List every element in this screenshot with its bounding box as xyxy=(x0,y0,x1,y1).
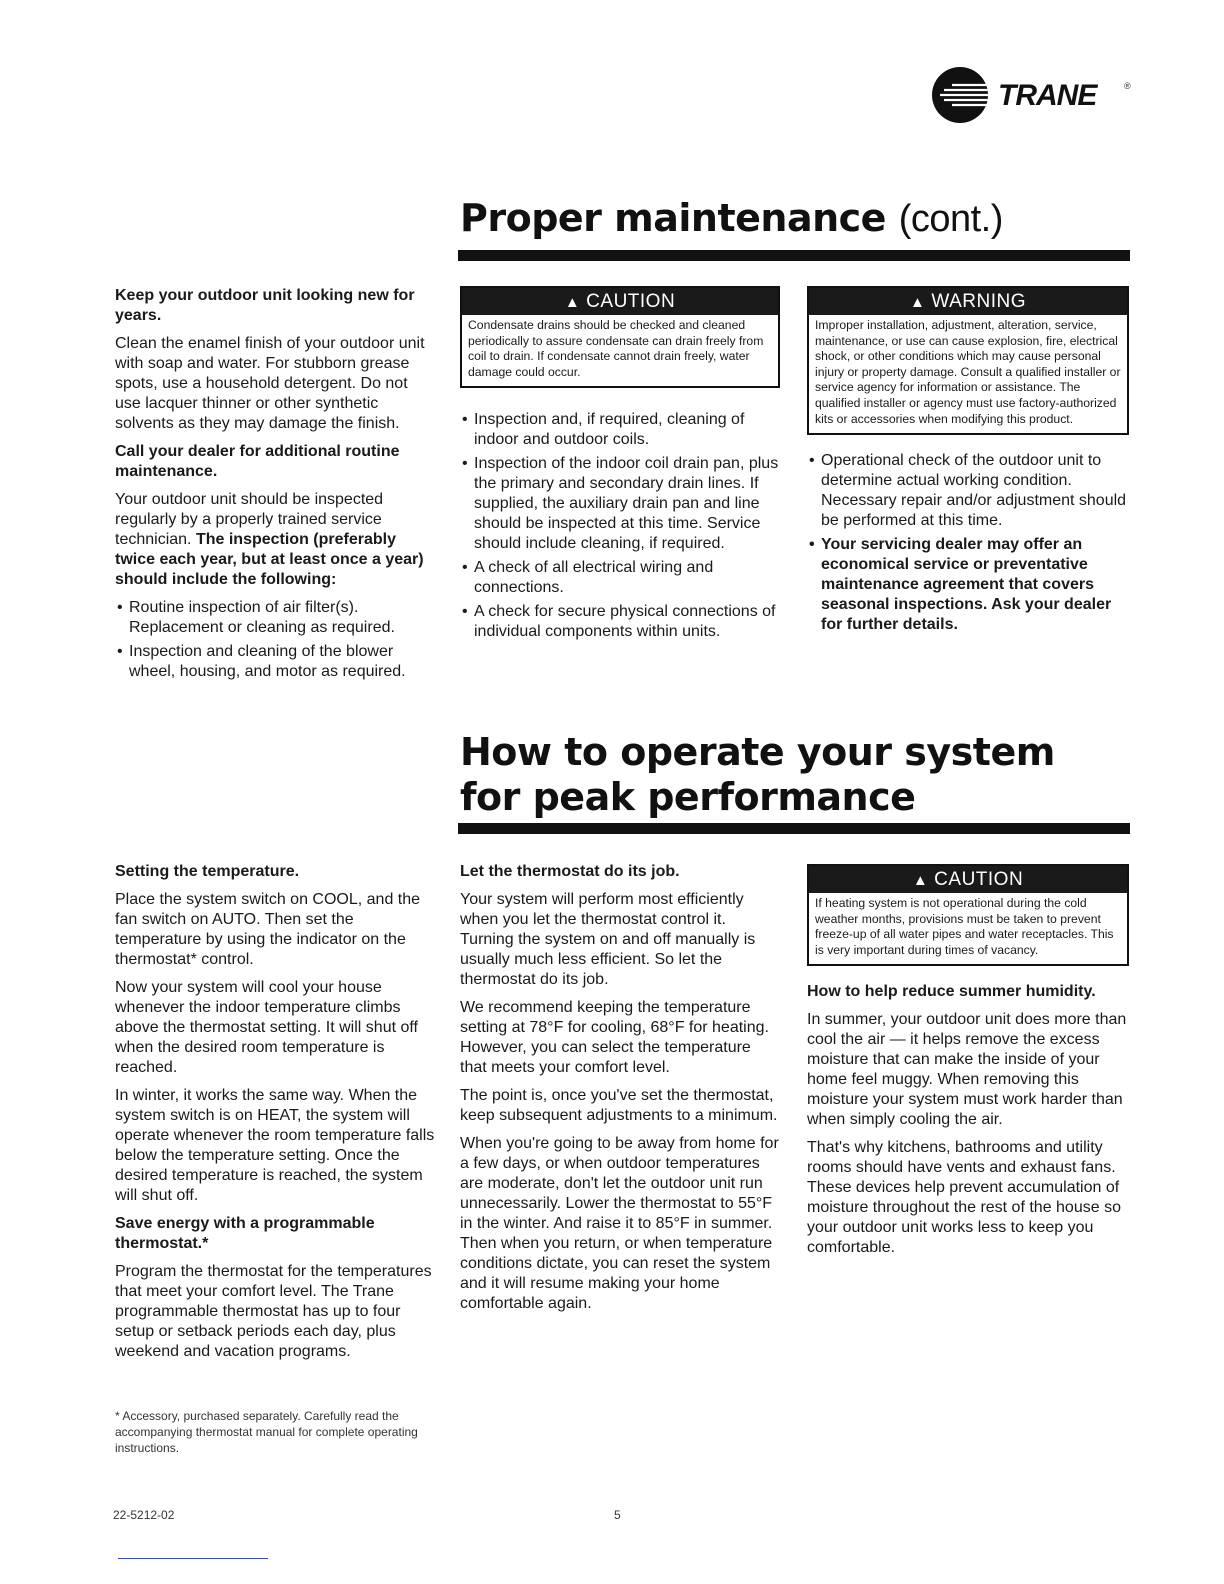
page-number: 5 xyxy=(614,1508,621,1522)
list-item: • A check for secure physical connections of individual components within units. xyxy=(460,602,780,642)
list-item: • Your servicing dealer may offer an economical service or preventative maintenance agreement that covers seasonal inspections. Ask your dealer for further details. xyxy=(807,535,1129,635)
paragraph: Place the system switch on COOL, and the fan switch on AUTO. Then set the temperature by using the indicator on the thermostat* control. xyxy=(115,891,421,968)
outdoor-unit-paragraph: Clean the enamel finish of your outdoor unit with soap and water. For stubborn grease spots, use a household detergent. Do not use lacquer thinner or other synthetic solvents as they may damage the finish. xyxy=(115,335,425,432)
section1-rule xyxy=(458,250,1130,261)
footer-divider xyxy=(118,1558,268,1559)
list-item: • Inspection and, if required, cleaning of indoor and outdoor coils. xyxy=(460,410,780,450)
maintenance-list xyxy=(460,410,780,642)
caution-text: If heating system is not operational during the cold weather months, provisions must be taken to prevent freeze-up of all water pipes and water receptacles. This is very important during times of vacancy. xyxy=(815,896,1114,957)
registered-mark: ® xyxy=(1124,81,1131,91)
list-item: • Inspection of the indoor coil drain pan, plus the primary and secondary drain lines. If supplied, the auxiliary drain pan and line should be inspected at this time. Service should include cleaning, if required. xyxy=(460,454,780,554)
trane-globe-icon xyxy=(930,65,990,125)
section1-title: Proper maintenance (cont.) xyxy=(460,196,1003,240)
warning-triangle-icon: ▲ xyxy=(564,294,581,311)
caution-header: ▲ CAUTION xyxy=(809,866,1127,893)
caution-box xyxy=(460,286,780,388)
caution-header: ▲ CAUTION xyxy=(462,288,778,315)
warning-triangle-icon: ▲ xyxy=(910,294,926,311)
outdoor-unit-heading: Keep your outdoor unit looking new for years. xyxy=(115,287,415,324)
warning-box xyxy=(807,286,1129,435)
section2-rule xyxy=(458,823,1130,834)
dealer-list xyxy=(807,451,1129,635)
warning-header: ▲ WARNING xyxy=(809,288,1127,315)
list-item: • Inspection and cleaning of the blower wheel, housing, and motor as required. xyxy=(115,642,437,682)
paragraph: Your system will perform most efficiently when you let the thermostat control it. Turning the system on and off manually is usually much less efficient. So let the thermostat do its job. xyxy=(460,891,756,988)
paragraph: We recommend keeping the temperature setting at 78°F for cooling, 68°F for heating. However, you can select the temperature that meets your comfort level. xyxy=(460,999,769,1076)
maintenance-right-column xyxy=(807,286,1129,639)
operate-right-column xyxy=(807,864,1129,1266)
paragraph: That's why kitchens, bathrooms and utility rooms should have vents and exhaust fans. These devices help prevent accumulation of moisture throughout the rest of the house so your outdoor unit works less to keep you comfortable. xyxy=(807,1139,1121,1257)
list-item: • Operational check of the outdoor unit to determine actual working condition. Necessary repair and/or adjustment should be performed at this time. xyxy=(807,451,1129,531)
dealer-heading: Call your dealer for additional routine maintenance. xyxy=(115,443,400,480)
operate-left-column xyxy=(115,862,437,1370)
caution-text: Condensate drains should be checked and cleaned periodically to assure condensate can drain freely from coil to drain. If condensate cannot drain freely, water damage could occur. xyxy=(468,318,764,379)
list-item: • A check of all electrical wiring and connections. xyxy=(460,558,780,598)
paragraph: The point is, once you've set the thermostat, keep subsequent adjustments to a minimum. xyxy=(460,1087,778,1124)
maintenance-middle-column xyxy=(460,286,780,646)
inspection-list xyxy=(115,598,437,682)
maintenance-left-column xyxy=(115,286,437,686)
paragraph: In winter, it works the same way. When the system switch is on HEAT, the system will operate whenever the room temperature falls below the temperature setting. Once the desired temperature is reached, the system will shut off. xyxy=(115,1087,435,1204)
brand-logo xyxy=(930,65,1140,125)
paragraph: Program the thermostat for the temperatures that meet your comfort level. The Trane programmable thermostat has up to four setup or setback periods each day, plus weekend and vacation programs. xyxy=(115,1263,432,1360)
section2-title: How to operate your system for peak performance xyxy=(460,730,1055,819)
paragraph: When you're going to be away from home for a few days, or when outdoor temperatures are moderate, don't let the outdoor unit run unnecessarily. Lower the thermostat to 55°F in the winter. And raise it to 85°F in summer. Then when you return, or when temperature conditions dictate, you can reset the system and it will resume making your home comfortable again. xyxy=(460,1135,779,1312)
setting-temperature-heading: Setting the temperature. xyxy=(115,863,300,880)
warning-text: Improper installation, adjustment, alteration, service, maintenance, or use can cause explosion, fire, electrical shock, or other conditions which may cause personal injury or property damage. Consult a qualified installer or service agency for information or assistance. The qualified installer or agency must use factory-authorized kits or accessories when modifying this product. xyxy=(815,318,1121,426)
inspection-paragraph: Your outdoor unit should be inspected regularly by a properly trained service technician. The inspection (preferably twice each year, but at least once a year) should include the following: xyxy=(115,491,424,588)
warning-triangle-icon: ▲ xyxy=(912,872,929,889)
document-number: 22-5212-02 xyxy=(113,1508,175,1522)
list-item: • Routine inspection of air filter(s). Replacement or cleaning as required. xyxy=(115,598,437,638)
brand-name: TRANE xyxy=(998,79,1097,112)
caution-box xyxy=(807,864,1129,966)
humidity-heading: How to help reduce summer humidity. xyxy=(807,983,1096,1001)
save-energy-heading: Save energy with a programmable thermostat.* xyxy=(115,1215,375,1252)
paragraph: In summer, your outdoor unit does more than cool the air — it helps remove the excess moisture that can make the inside of your home feel muggy. When removing this moisture your system must work harder than when simply cooling the air. xyxy=(807,1011,1127,1129)
thermostat-heading: Let the thermostat do its job. xyxy=(460,863,680,880)
footnote: * Accessory, purchased separately. Carefully read the accompanying thermostat manual for complete operating instructions. xyxy=(115,1409,418,1455)
operate-middle-column xyxy=(460,862,780,1322)
paragraph: Now your system will cool your house whenever the indoor temperature climbs above the thermostat setting. It will shut off when the desired room temperature is reached. xyxy=(115,979,418,1076)
